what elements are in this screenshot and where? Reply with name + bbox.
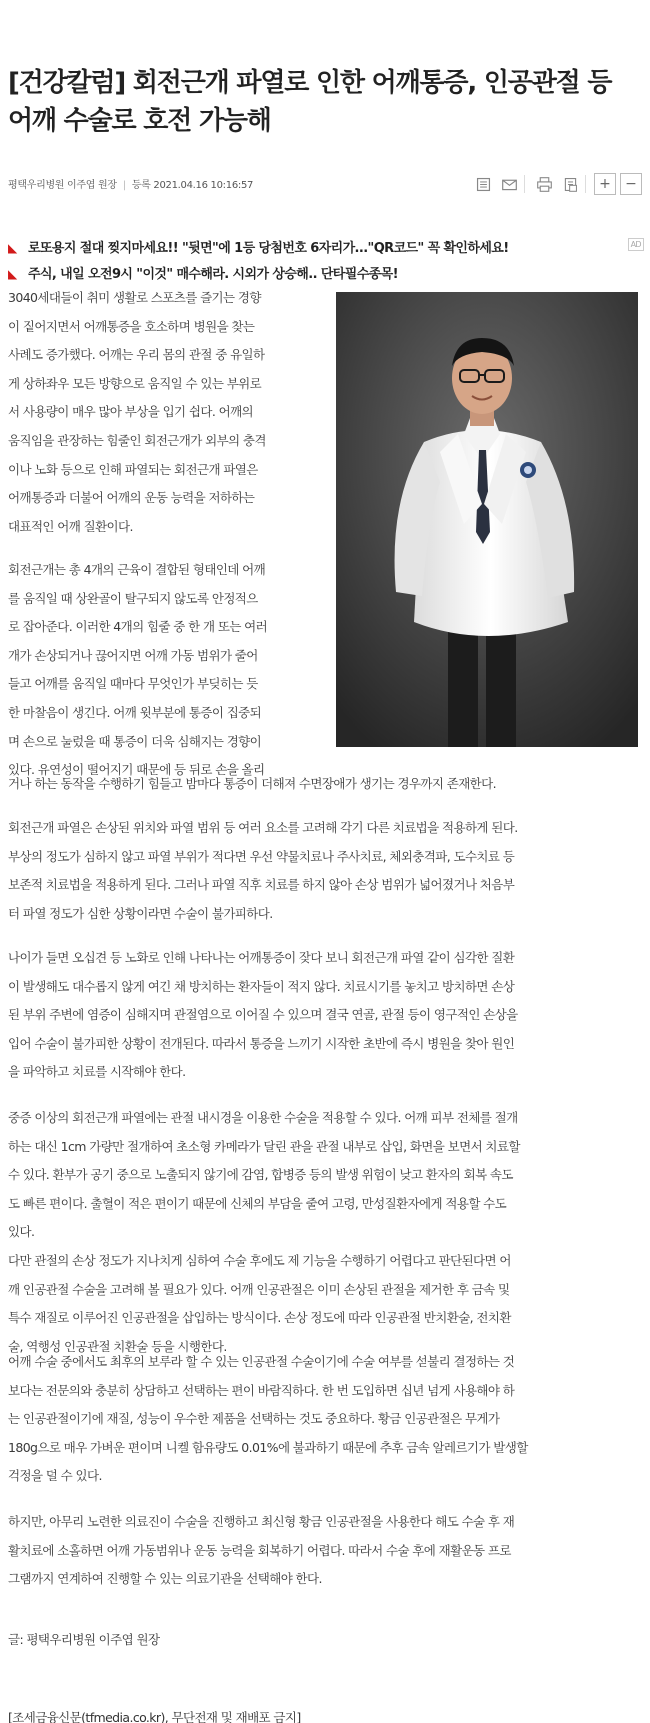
paragraph-line: 거나 하는 동작을 수행하기 힘들고 밤마다 통증이 더해져 수면장애가 생기는 경우까지 존재한다. bbox=[8, 776, 497, 791]
paragraph-line: 이 짙어지면서 어깨통증을 호소하며 병원을 찾는 bbox=[8, 318, 255, 334]
paragraph-line: 이나 노화 등으로 인해 파열되는 회전근개 파열은 bbox=[8, 461, 258, 477]
author-name: 평택우리병원 이주엽 원장 bbox=[8, 180, 117, 191]
article-paragraph-2 bbox=[8, 556, 330, 785]
toolbar-divider bbox=[585, 175, 586, 193]
promo-link-2[interactable] bbox=[8, 262, 644, 286]
date-label: 등록 bbox=[131, 180, 151, 191]
doctor-portrait-photo bbox=[336, 292, 638, 747]
byline-separator: | bbox=[122, 180, 126, 191]
paragraph-line: 그램까지 연계하여 진행할 수 있는 의료기관을 선택해야 한다. bbox=[8, 1571, 322, 1587]
toolbar-divider bbox=[524, 175, 525, 193]
paragraph-line: 하지만, 아무리 노련한 의료진이 수술을 진행하고 최신형 황금 인공관절을 사용한다 해도 수술 후 재 bbox=[8, 1514, 515, 1529]
paragraph-line: 있다. bbox=[8, 1224, 35, 1240]
paragraph-line: 사례도 증가했다. 어깨는 우리 몸의 관절 중 유일하 bbox=[8, 347, 265, 363]
article-paragraph-1 bbox=[8, 284, 330, 541]
font-size-increase-button[interactable]: + bbox=[594, 173, 616, 195]
article-meta-row bbox=[8, 170, 642, 198]
article-paragraph-6 bbox=[8, 1348, 642, 1491]
paragraph-line: 걱정을 덜 수 있다. bbox=[8, 1468, 102, 1484]
article-toolbar bbox=[468, 170, 642, 198]
paragraph-line: 부상의 정도가 심하지 않고 파열 부위가 적다면 우선 약물치료나 주사치료, 체외충격파, 도수치료 등 bbox=[8, 848, 515, 864]
paragraph-line: 회전근개 파열은 손상된 위치와 파열 범위 등 여러 요소를 고려해 각기 다른 치료법을 적용하게 된다. bbox=[8, 820, 518, 835]
paragraph-line: 글: 평택우리병원 이주엽 원장 bbox=[8, 1632, 160, 1647]
copyright-notice: [조세금융신문(tfmedia.co.kr), 무단전재 및 재배포 금지] bbox=[8, 1710, 301, 1723]
paragraph-line: 도 빠른 편이다. 출혈이 적은 편이기 때문에 신체의 부담을 줄여 고령, 만성질환자에게 적용할 수도 bbox=[8, 1195, 507, 1211]
list-icon[interactable] bbox=[472, 173, 494, 195]
promo-text: 로또용지 절대 찢지마세요!! "뒷면"에 1등 당첨번호 6자리가..."QR코드" 꼭 확인하세요! bbox=[28, 241, 509, 256]
paragraph-line: 보존적 치료법을 적용하게 된다. 그러나 파열 직후 치료를 하지 않아 손상 범위가 넓어졌거나 처음부 bbox=[8, 877, 515, 893]
paragraph-line: 있다. 유연성이 떨어지기 때문에 등 뒤로 손을 올리 bbox=[8, 762, 265, 778]
paragraph-line: 중증 이상의 회전근개 파열에는 관절 내시경을 이용한 수술을 적용할 수 있다. 어깨 피부 전체를 절개 bbox=[8, 1110, 518, 1125]
paragraph-line: 다만 관절의 손상 정도가 지나치게 심하여 수술 후에도 제 기능을 수행하기 어렵다고 판단된다면 어 bbox=[8, 1252, 511, 1268]
article-paragraph-4 bbox=[8, 944, 642, 1087]
article-paragraph-5 bbox=[8, 1104, 642, 1361]
paragraph-line: 특수 재질로 이루어진 인공관절을 삽입하는 방식이다. 손상 정도에 따라 인공관절 반치환술, 전치환 bbox=[8, 1310, 511, 1326]
paragraph-line: 어깨 수술 중에서도 최후의 보루라 할 수 있는 인공관절 수술이기에 수술 여부를 섣불리 결정하는 것 bbox=[8, 1354, 515, 1369]
paragraph-line: 한 마찰음이 생긴다. 어깨 윗부분에 통증이 집중되 bbox=[8, 704, 262, 720]
paragraph-line: 개가 손상되거나 끊어지면 어깨 가동 범위가 줄어 bbox=[8, 647, 258, 663]
paragraph-line: 며 손으로 눌렀을 때 통증이 더욱 심해지는 경향이 bbox=[8, 733, 262, 749]
paragraph-line: 입어 수술이 불가피한 상황이 전개된다. 따라서 통증을 느끼기 시작한 초반에 즉시 병원을 찾아 원인 bbox=[8, 1035, 515, 1051]
promo-arrow-icon: ◣ bbox=[8, 267, 17, 281]
paragraph-line: 을 파악하고 치료를 시작해야 한다. bbox=[8, 1064, 186, 1080]
article-paragraph-2-continued bbox=[8, 770, 642, 799]
paragraph-line: 3040세대들이 취미 생활로 스포츠를 즐기는 경향 bbox=[8, 290, 261, 305]
paragraph-line: 수 있다. 환부가 공기 중으로 노출되지 않기에 감염, 합병증 등의 발생 위험이 낮고 환자의 회복 속도 bbox=[8, 1167, 513, 1183]
paragraph-line: 를 움직일 때 상완골이 탈구되지 않도록 안정적으 bbox=[8, 590, 258, 606]
article-title: [건강칼럼] 회전근개 파열로 인한 어깨통증, 인공관절 등 어깨 수술로 호전 가능해 bbox=[8, 68, 612, 136]
paragraph-line: 어깨통증과 더불어 어깨의 운동 능력을 저하하는 bbox=[8, 490, 255, 506]
paragraph-line: 보다는 전문의와 충분히 상담하고 선택하는 편이 바람직하다. 한 번 도입하면 십년 넘게 사용해야 하 bbox=[8, 1382, 515, 1398]
doctor-portrait-illustration bbox=[336, 292, 638, 747]
paragraph-line: 들고 어깨를 움직일 때마다 무엇인가 부딪히는 듯 bbox=[8, 676, 258, 692]
paragraph-line: 터 파열 정도가 심한 상황이라면 수술이 불가피하다. bbox=[8, 905, 273, 921]
paragraph-line: 활치료에 소홀하면 어깨 가동범위나 운동 능력을 회복하기 어렵다. 따라서 수술 후에 재활운동 프로 bbox=[8, 1542, 511, 1558]
paragraph-line: 된 부위 주변에 염증이 심해지며 관절염으로 이어질 수 있으며 결국 연골, 관절 등이 영구적인 손상을 bbox=[8, 1007, 518, 1023]
paragraph-line: 하는 대신 1cm 가량만 절개하여 초소형 카메라가 달린 관을 관절 내부로 삽입, 화면을 보면서 치료할 bbox=[8, 1138, 520, 1154]
promo-link-1[interactable] bbox=[8, 236, 644, 260]
paragraph-line: 로 잡아준다. 이러한 4개의 힘줄 중 한 개 또는 여러 bbox=[8, 619, 268, 635]
paragraph-line: 이 발생해도 대수롭지 않게 여긴 채 방치하는 환자들이 적지 않다. 치료시기를 놓치고 방치하면 손상 bbox=[8, 978, 515, 994]
paragraph-line: 대표적인 어깨 질환이다. bbox=[8, 518, 133, 534]
paragraph-line: 술, 역행성 인공관절 치환술 등을 시행한다. bbox=[8, 1338, 227, 1354]
paragraph-line: 는 인공관절이기에 재질, 성능이 우수한 제품을 선택하는 것도 중요하다. 황금 인공관절은 무게가 bbox=[8, 1411, 500, 1427]
print-icon[interactable] bbox=[533, 173, 555, 195]
scrap-icon[interactable] bbox=[559, 173, 581, 195]
paragraph-line: 깨 인공관절 수술을 고려해 볼 필요가 있다. 어깨 인공관절은 이미 손상된 관절을 제거한 후 금속 및 bbox=[8, 1281, 510, 1297]
ad-badge: AD bbox=[628, 238, 644, 251]
promo-arrow-icon: ◣ bbox=[8, 241, 17, 255]
article-paragraph-3 bbox=[8, 814, 642, 928]
promo-text: 주식, 내일 오전9시 "이것" 매수해라. 시외가 상승해.. 단타필수종목! bbox=[28, 267, 398, 282]
article-author-signature bbox=[8, 1626, 642, 1655]
paragraph-line: 180g으로 매우 가벼운 편이며 니켈 함유량도 0.01%에 불과하기 때문에 추후 금속 알레르기가 발생할 bbox=[8, 1439, 528, 1455]
email-icon[interactable] bbox=[498, 173, 520, 195]
paragraph-line: 회전근개는 총 4개의 근육이 결합된 형태인데 어깨 bbox=[8, 562, 266, 577]
paragraph-line: 움직임을 관장하는 힘줄인 회전근개가 외부의 충격 bbox=[8, 432, 266, 448]
font-size-decrease-button[interactable]: − bbox=[620, 173, 642, 195]
publish-date: 2021.04.16 10:16:57 bbox=[153, 180, 254, 191]
article-paragraph-7 bbox=[8, 1508, 642, 1594]
paragraph-line: 나이가 들면 오십견 등 노화로 인해 나타나는 어깨통증이 잦다 보니 회전근개 파열 같이 심각한 질환 bbox=[8, 950, 515, 965]
paragraph-line: 서 사용량이 매우 많아 부상을 입기 쉽다. 어깨의 bbox=[8, 404, 254, 420]
article-byline bbox=[8, 176, 253, 191]
paragraph-line: 게 상하좌우 모든 방향으로 움직일 수 있는 부위로 bbox=[8, 375, 262, 391]
